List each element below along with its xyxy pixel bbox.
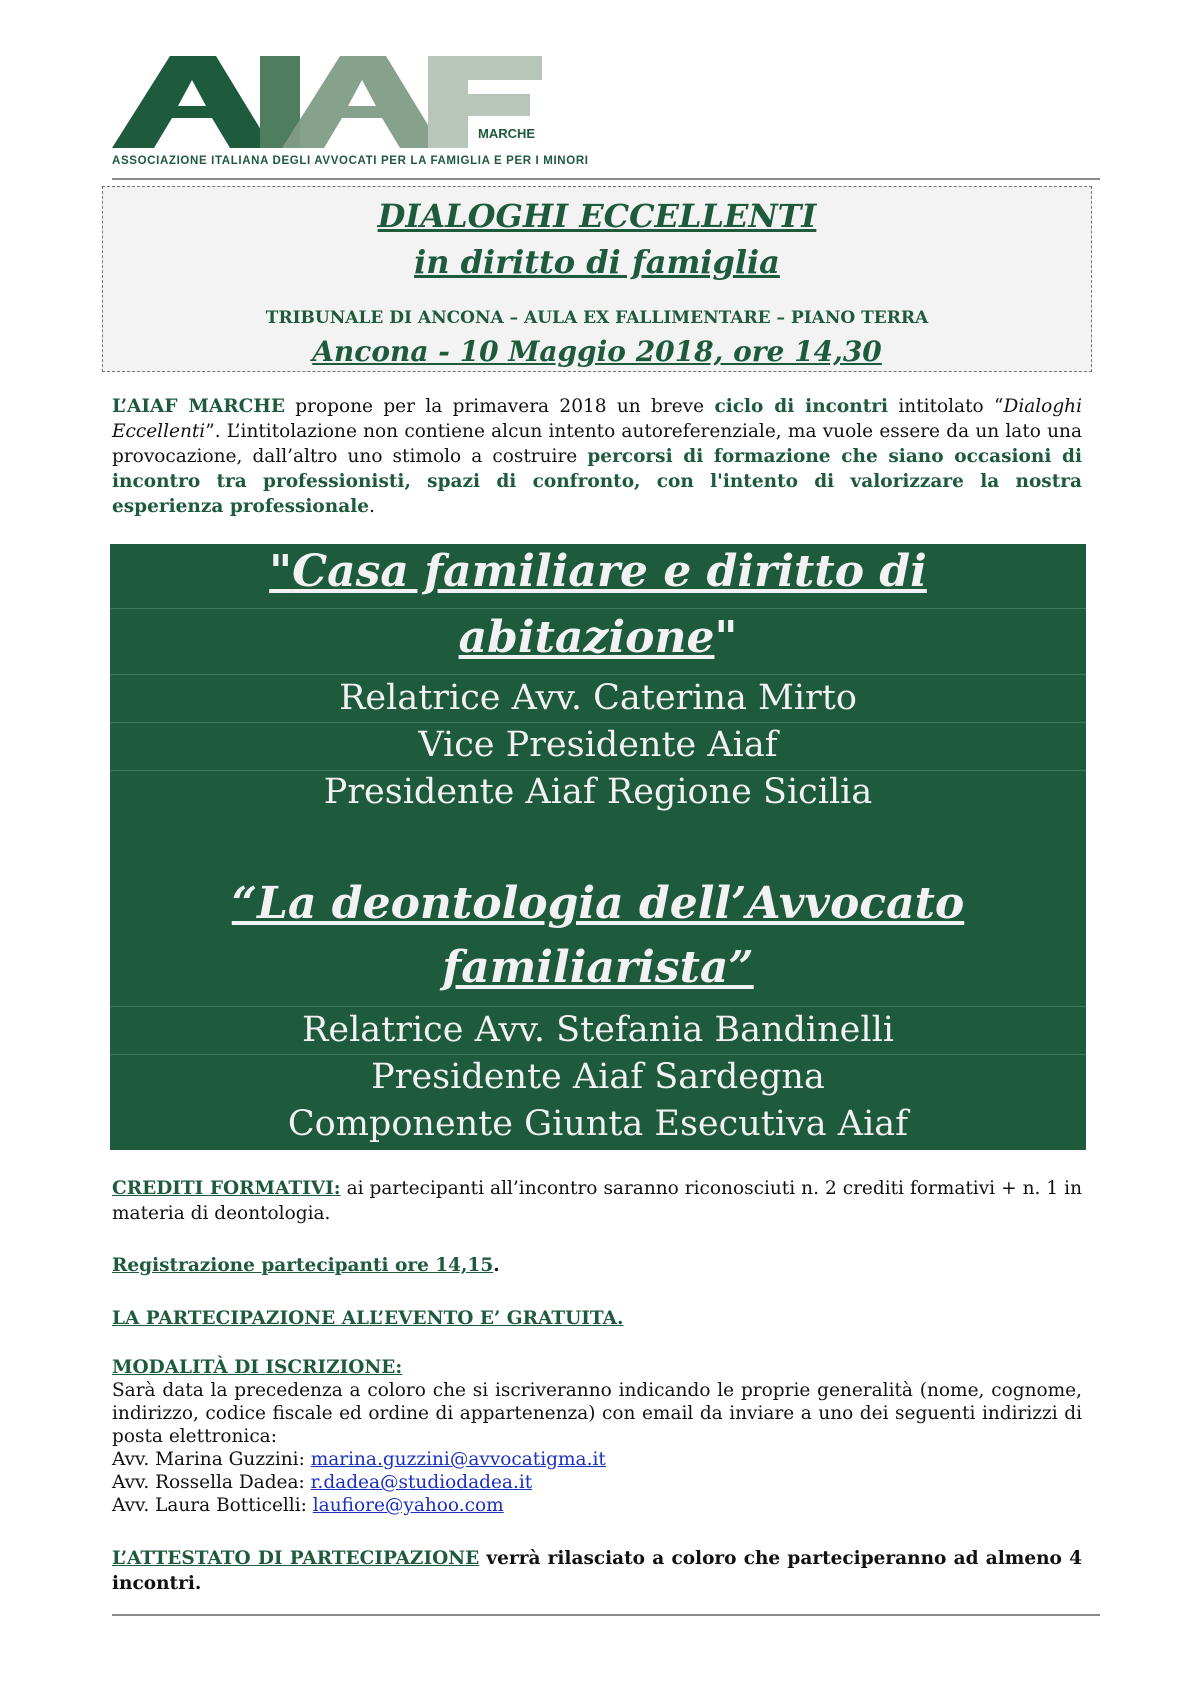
talk2-role2: Componente Giunta Esecutiva Aiaf [287, 1104, 909, 1144]
credits-label: CREDITI FORMATIVI: [112, 1178, 341, 1199]
talk2-role1: Presidente Aiaf Sardegna [371, 1057, 825, 1097]
attestato-label: L’ATTESTATO DI PARTECIPAZIONE [112, 1548, 480, 1569]
intro-end: . [369, 496, 375, 517]
event-venue: TRIBUNALE DI ANCONA – AULA EX FALLIMENTARE – PIANO TERRA [265, 308, 929, 328]
intro-goal: percorsi di formazione che siano occasioni di incontro tra professionisti, spazi di confronto, con l'intento di valorizzare la nostra esperienza professionale [112, 446, 1082, 517]
contact-row: Avv. Marina Guzzini: marina.guzzini@avvocatigma.it [112, 1449, 606, 1470]
event-subtitle: in diritto di famiglia [414, 243, 780, 281]
email-link[interactable]: laufiore@yahoo.com [312, 1495, 504, 1516]
contact-row: Avv. Rossella Dadea: r.dadea@studiodadea.it [112, 1472, 533, 1493]
talks-box [110, 544, 1086, 1150]
intro-series: Dialoghi Eccellenti [112, 396, 1082, 442]
talk1-speaker: Relatrice Avv. Caterina Mirto [339, 678, 857, 718]
enroll-label: MODALITÀ DI ISCRIZIONE: [112, 1357, 403, 1378]
enroll-section [112, 1356, 1082, 1517]
email-link[interactable]: marina.guzzini@avvocatigma.it [310, 1449, 606, 1470]
intro-org: L’AIAF MARCHE [112, 396, 285, 417]
aiaf-logo [112, 56, 592, 168]
talk2-title-line2: familiarista” [442, 942, 754, 993]
talk2-title-line1: “La deontologia dell’Avvocato [231, 878, 965, 929]
intro-paragraph [112, 394, 1082, 519]
attestato-paragraph [112, 1546, 1082, 1596]
talk1-role1: Vice Presidente Aiaf [418, 725, 778, 765]
credits-text: ai partecipanti all’incontro saranno riconosciuti n. 2 crediti formativi + n. 1 in materia di deontologia. [112, 1178, 1082, 1224]
intro-text-2: intitolato “ [888, 396, 1004, 417]
intro-text-1: propone per la primavera 2018 un breve [284, 396, 715, 417]
top-rule [112, 178, 1100, 180]
email-link[interactable]: r.dadea@studiodadea.it [310, 1472, 533, 1493]
contact-row: Avv. Laura Botticelli: laufiore@yahoo.com [112, 1495, 504, 1516]
talk2-speaker: Relatrice Avv. Stefania Bandinelli [302, 1010, 894, 1050]
free-entry-line: LA PARTECIPAZIONE ALL’EVENTO E’ GRATUITA. [112, 1308, 624, 1329]
event-title: DIALOGHI ECCELLENTI [377, 197, 817, 235]
logo-region: MARCHE [478, 126, 536, 141]
credits-paragraph [112, 1176, 1082, 1226]
aiaf-logo-graphic [112, 56, 592, 168]
attestato-text: verrà rilasciato a coloro che parteciperanno ad almeno 4 incontri. [112, 1548, 1082, 1594]
event-date: Ancona - 10 Maggio 2018, ore 14,30 [312, 335, 882, 368]
intro-text-3: ”. L’intitolazione non contiene alcun intento autoreferenziale, ma vuole essere da un lato una provocazione, dall’altro uno stimolo a costruire [112, 421, 1082, 467]
registration-line: Registrazione partecipanti ore 14,15. [112, 1255, 500, 1276]
logo-tagline: ASSOCIAZIONE ITALIANA DEGLI AVVOCATI PER LA FAMIGLIA E PER I MINORI [112, 155, 588, 167]
bottom-rule [112, 1614, 1100, 1616]
intro-cycle: ciclo di incontri [714, 396, 889, 417]
enroll-text: Sarà data la precedenza a coloro che si iscriveranno indicando le proprie generalità (nome, cognome, indirizzo, codice fiscale ed ordine di appartenenza) con email da inviare a uno dei seguenti indirizzi di posta elettronica: [112, 1380, 1082, 1447]
event-header-box [102, 186, 1092, 372]
talk1-role2: Presidente Aiaf Regione Sicilia [323, 772, 873, 812]
talk1-title-line2: abitazione" [458, 612, 738, 663]
talk1-title-line1: "Casa familiare e diritto di [269, 546, 927, 597]
